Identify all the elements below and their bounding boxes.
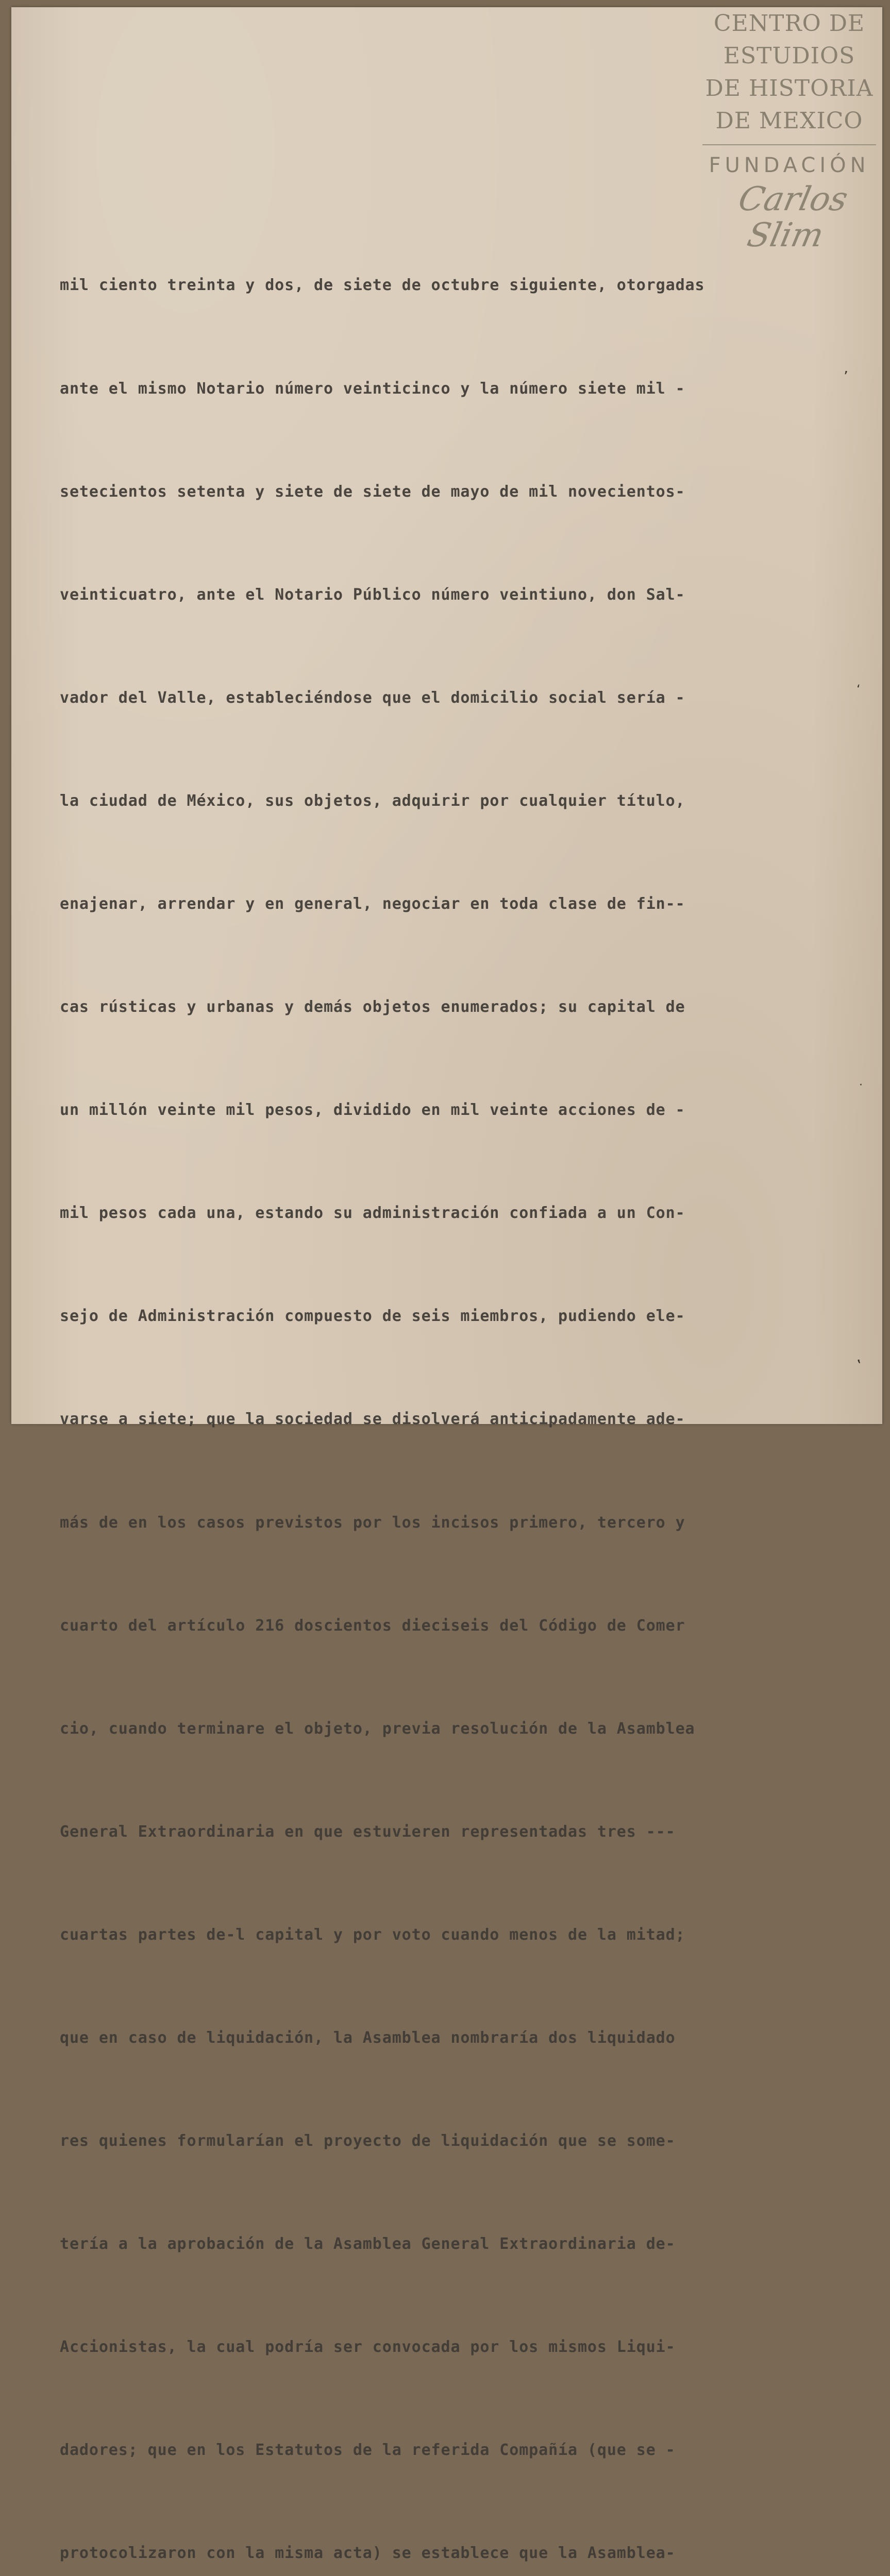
text-line: setecientos setenta y siete de siete de mayo de mil novecientos-: [60, 482, 685, 501]
text-line: cas rústicas y urbanas y demás objetos enumerados; su capital de: [60, 998, 685, 1016]
watermark-divider: [702, 144, 876, 145]
text-line: la ciudad de México, sus objetos, adquirir por cualquier título,: [60, 791, 685, 810]
text-line: cio, cuando terminare el objeto, previa resolución de la Asamblea: [60, 1719, 695, 1738]
watermark-line: ESTUDIOS: [723, 43, 855, 69]
text-line: General Extraordinaria en que estuvieren representadas tres ---: [60, 1822, 676, 1841]
text-line: tería a la aprobación de la Asamblea General Extraordinaria de-: [60, 2235, 676, 2253]
watermark-signature: Carlos Slim: [735, 180, 851, 255]
text-line: protocolizaron con la misma acta) se establece que la Asamblea-: [60, 2544, 676, 2563]
text-line: varse a siete; que la sociedad se disolverá anticipadamente ade-: [60, 1410, 685, 1429]
margin-mark: ‘: [857, 682, 861, 697]
text-line: Accionistas, la cual podría ser convocada por los mismos Liqui-: [60, 2338, 676, 2357]
watermark-line: DE HISTORIA: [705, 75, 874, 101]
text-line: ante el mismo Notario número veinticinco y la número siete mil -: [60, 379, 685, 398]
text-line: cuarto del artículo 216 doscientos dieciseis del Código de Comer: [60, 1616, 685, 1635]
watermark-line: CENTRO DE: [713, 10, 865, 37]
document-body: [60, 200, 740, 2576]
text-line: veinticuatro, ante el Notario Público número veintiuno, don Sal-: [60, 585, 685, 604]
text-line: mil pesos cada una, estando su administración confiada a un Con-: [60, 1204, 685, 1223]
margin-mark: ·: [859, 1079, 863, 1092]
text-line: vador del Valle, estableciéndose que el domicilio social sería -: [60, 688, 685, 707]
text-line: más de en los casos previstos por los incisos primero, tercero y: [60, 1513, 685, 1532]
text-line: enajenar, arrendar y en general, negociar en toda clase de fin--: [60, 894, 685, 913]
margin-mark: ‛: [857, 1357, 862, 1375]
archive-watermark: [700, 7, 878, 255]
margin-mark: ’: [844, 368, 848, 385]
watermark-foundation: FUNDACIÓN: [709, 154, 870, 177]
text-line: cuartas partes de-l capital y por voto cuando menos de la mitad;: [60, 1925, 685, 1944]
text-line: dadores; que en los Estatutos de la referida Compañía (que se -: [60, 2441, 676, 2460]
text-line: un millón veinte mil pesos, dividido en mil veinte acciones de -: [60, 1101, 685, 1120]
text-line: sejo de Administración compuesto de seis miembros, pudiendo ele-: [60, 1307, 685, 1326]
text-line: res quienes formularían el proyecto de liquidación que se some-: [60, 2132, 676, 2150]
document-page: [11, 7, 882, 2563]
text-line: mil ciento treinta y dos, de siete de octubre siguiente, otorgadas: [60, 276, 705, 295]
text-line: que en caso de liquidación, la Asamblea nombraría dos liquidado: [60, 2029, 676, 2047]
watermark-line: DE MEXICO: [715, 108, 863, 134]
